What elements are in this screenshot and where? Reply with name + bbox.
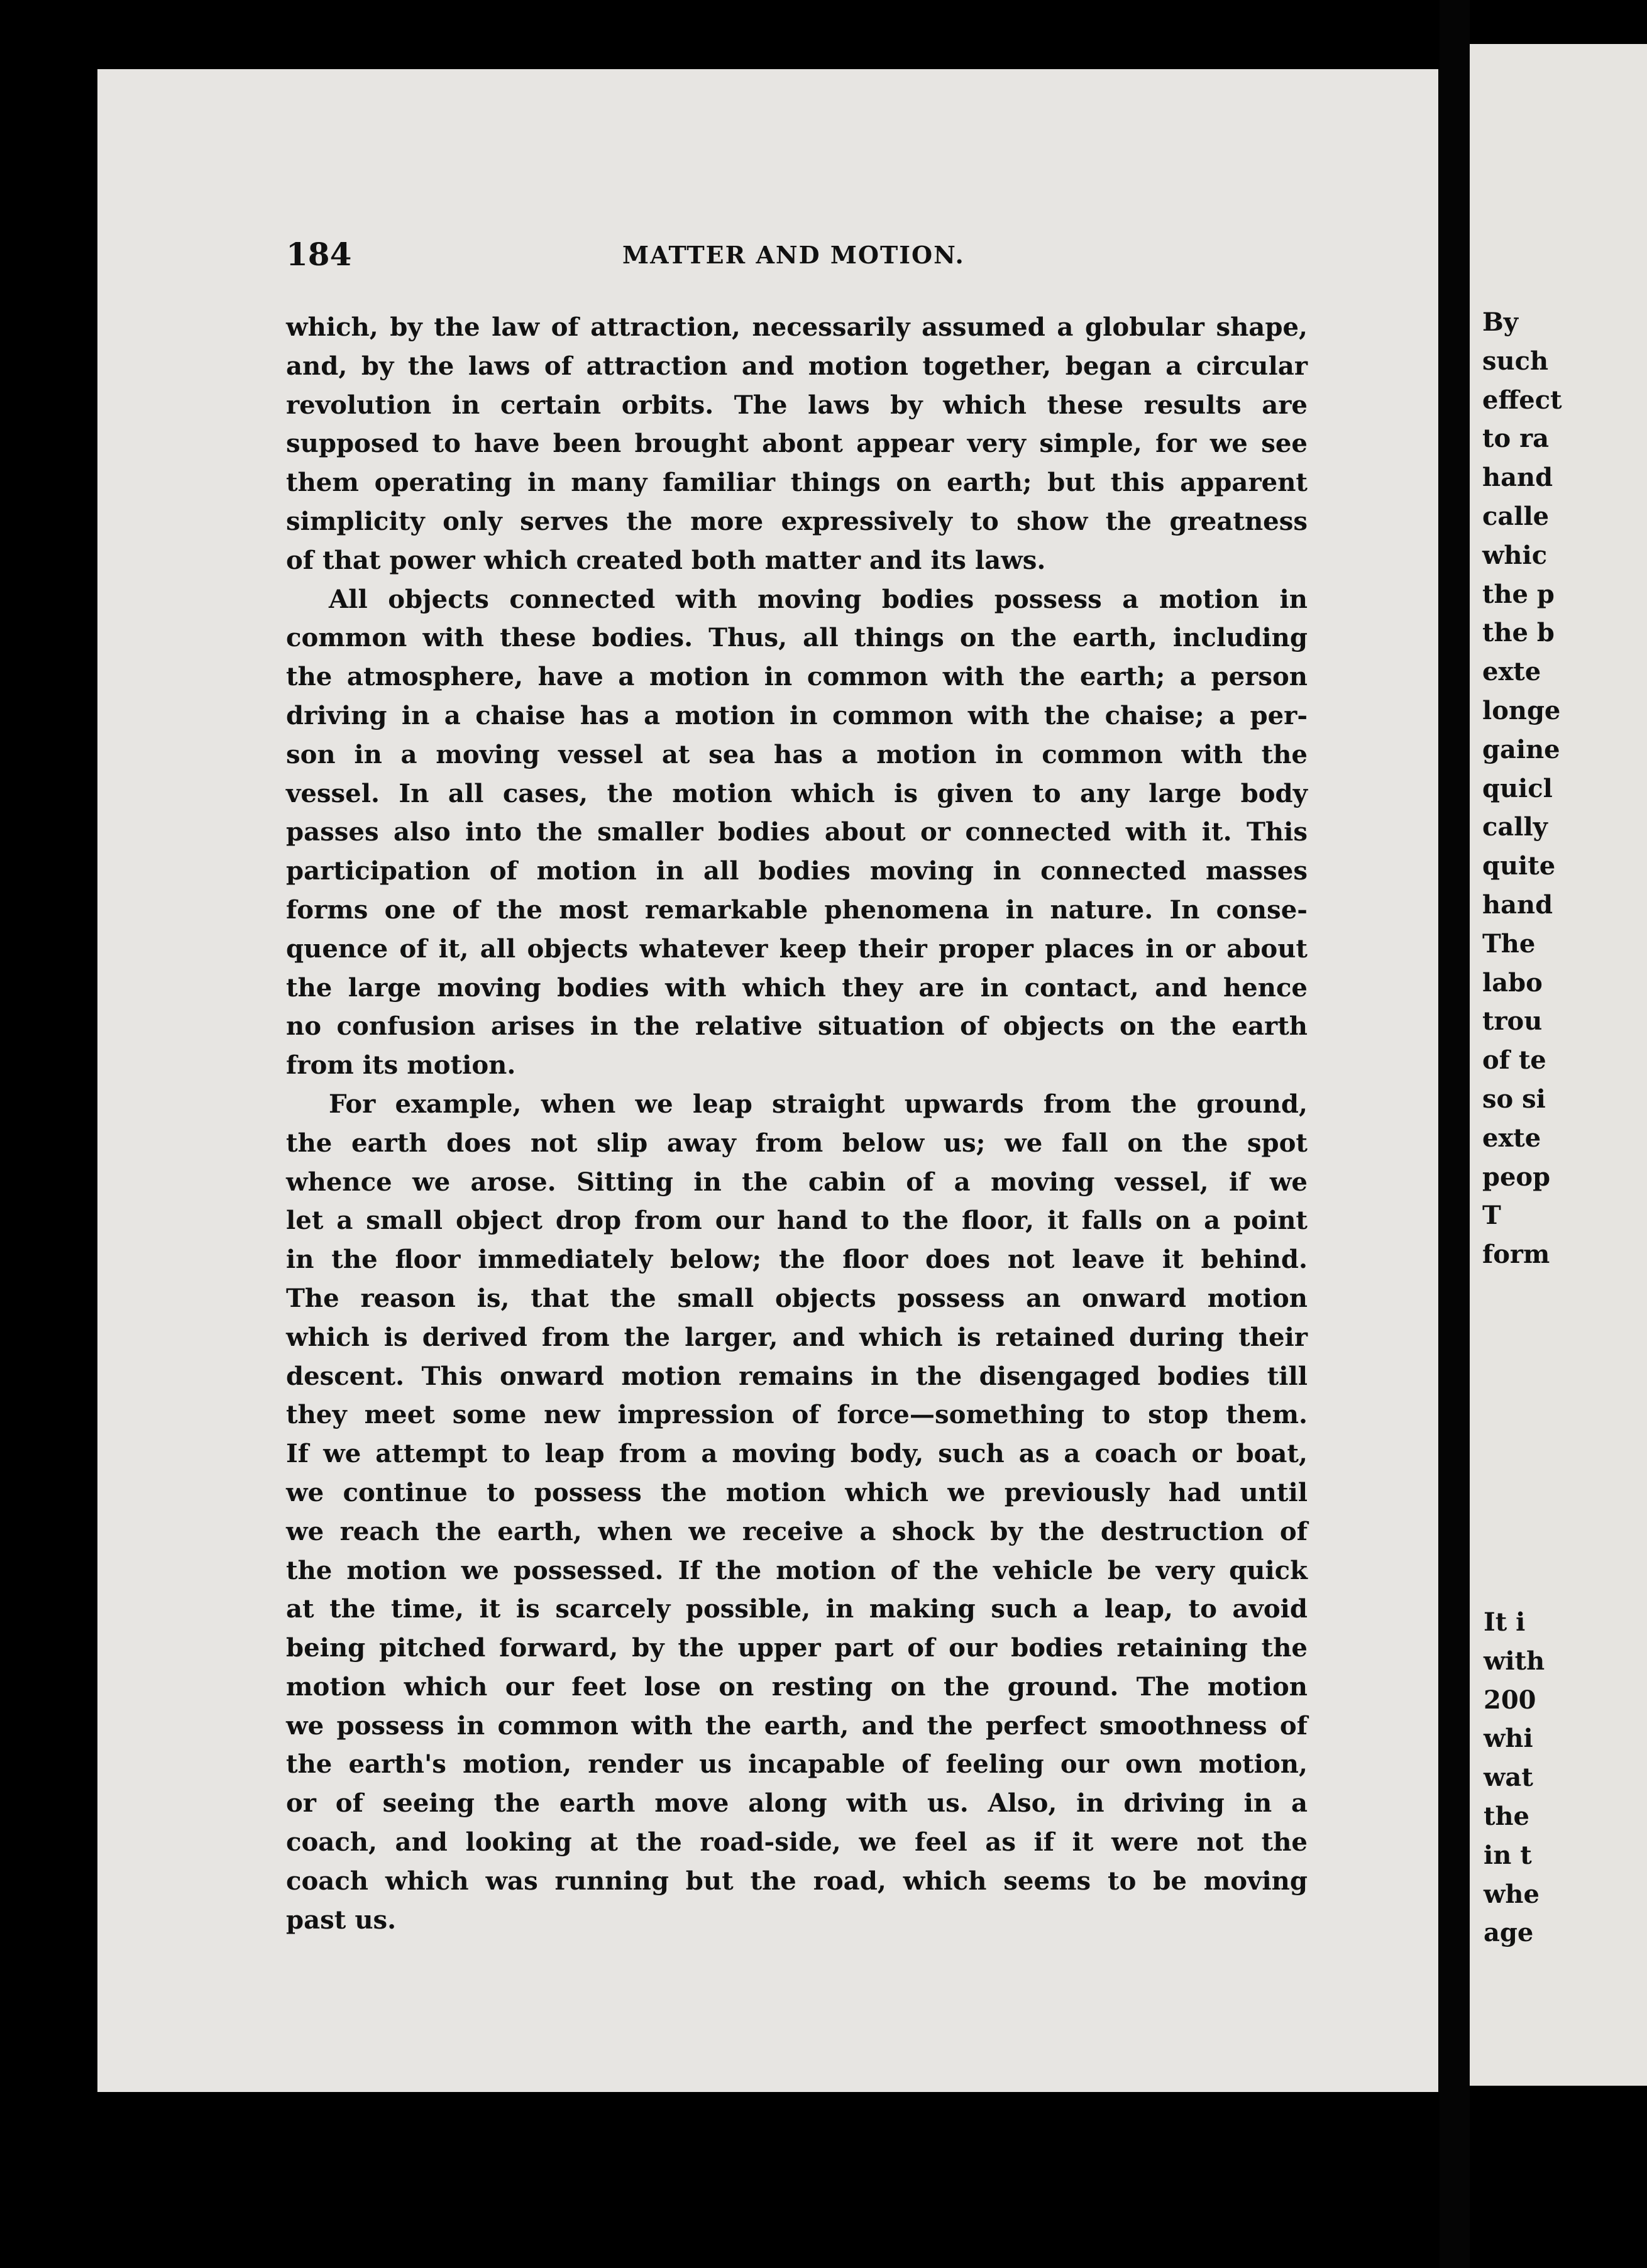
text-line: common with these bodies. Thus, all things on the earth, including: [286, 623, 1308, 653]
text-line: to ra: [1482, 424, 1550, 454]
book-gutter: [1440, 0, 1470, 2268]
text-line: calle: [1482, 501, 1550, 531]
text-line: exte: [1482, 657, 1541, 687]
text-line: motion which our feet lose on resting on the ground. The motion: [286, 1671, 1308, 1702]
text-line: quite: [1482, 851, 1556, 881]
text-line: longe: [1482, 695, 1561, 725]
text-line: we continue to possess the motion which we previously had until: [286, 1477, 1308, 1507]
text-line: the atmosphere, have a motion in common with the earth; a person: [286, 662, 1308, 692]
text-line: revolution in certain orbits. The laws by which these results are: [286, 390, 1308, 420]
text-line: form: [1482, 1240, 1550, 1270]
text-line: driving in a chaise has a motion in common with the chaise; a per-: [286, 700, 1308, 730]
running-head: MATTER AND MOTION.: [622, 241, 965, 269]
text-line: gaine: [1482, 734, 1560, 764]
text-line: For example, when we leap straight upwards from the ground,: [329, 1089, 1308, 1119]
text-line: and, by the laws of attraction and motion together, began a circular: [286, 351, 1308, 381]
text-line: we possess in common with the earth, and the perfect smoothness of: [286, 1710, 1308, 1741]
text-line: passes also into the smaller bodies about or connected with it. This: [286, 817, 1308, 847]
text-line: quence of it, all objects whatever keep their proper places in or about: [286, 933, 1308, 964]
text-line: 200: [1484, 1685, 1536, 1715]
text-line: T: [1482, 1201, 1501, 1231]
text-line: exte: [1482, 1123, 1541, 1153]
text-line: the large moving bodies with which they are in contact, and hence: [286, 972, 1308, 1003]
text-line: labo: [1482, 967, 1543, 998]
text-line: forms one of the most remarkable phenomena in nature. In conse-: [286, 895, 1308, 925]
text-line: participation of motion in all bodies moving in connected masses: [286, 856, 1308, 886]
text-line: hand: [1482, 463, 1553, 493]
text-line: let a small object drop from our hand to the floor, it falls on a point: [286, 1206, 1308, 1236]
text-line: quicl: [1482, 773, 1553, 803]
text-line: vessel. In all cases, the motion which is given to any large body: [286, 778, 1308, 808]
text-line: the p: [1482, 579, 1555, 609]
text-line: peop: [1482, 1162, 1551, 1192]
text-line: It i: [1484, 1607, 1526, 1637]
text-line: effect: [1482, 385, 1562, 415]
text-line: of that power which created both matter and its laws.: [286, 545, 1046, 575]
text-line: age: [1484, 1918, 1534, 1948]
text-line: By: [1482, 307, 1519, 337]
text-line: whence we arose. Sitting in the cabin of a moving vessel, if we: [286, 1167, 1308, 1197]
text-line: them operating in many familiar things on earth; but this apparent: [286, 468, 1308, 498]
page-number: 184: [286, 236, 352, 273]
text-line: or of seeing the earth move along with us. Also, in driving in a: [286, 1788, 1308, 1819]
text-line: the earth's motion, render us incapable of feeling our own motion,: [286, 1749, 1308, 1780]
text-line: whe: [1484, 1879, 1540, 1909]
text-line: If we attempt to leap from a moving body, such as a coach or boat,: [286, 1439, 1308, 1469]
text-line: the motion we possessed. If the motion of the vehicle be very quick: [286, 1555, 1308, 1585]
text-line: simplicity only serves the more expressively to show the greatness: [286, 506, 1308, 536]
text-line: so si: [1482, 1084, 1546, 1114]
text-line: All objects connected with moving bodies possess a motion in: [329, 584, 1308, 614]
text-line: with: [1484, 1646, 1545, 1676]
text-line: we reach the earth, when we receive a shock by the destruction of: [286, 1516, 1308, 1546]
text-line: whic: [1482, 540, 1548, 570]
page-header: [286, 236, 1308, 286]
text-line: trou: [1482, 1006, 1543, 1037]
text-line: the b: [1482, 618, 1555, 648]
text-line: at the time, it is scarcely possible, in making such a leap, to avoid: [286, 1594, 1308, 1624]
right-page-text: [1482, 303, 1646, 1274]
right-page-text-lower: [1484, 1603, 1647, 1952]
text-line: the: [1484, 1801, 1530, 1831]
text-line: supposed to have been brought abont appear very simple, for we see: [286, 429, 1308, 459]
text-line: coach, and looking at the road-side, we feel as if it were not the: [286, 1827, 1308, 1858]
text-line: past us.: [286, 1905, 397, 1935]
body-text: [286, 308, 1308, 1980]
text-line: such: [1482, 346, 1549, 376]
text-line: of te: [1482, 1045, 1546, 1076]
text-line: son in a moving vessel at sea has a motion in common with the: [286, 739, 1308, 769]
text-line: in t: [1484, 1840, 1532, 1870]
text-line: being pitched forward, by the upper part of our bodies retaining the: [286, 1633, 1308, 1663]
text-line: no confusion arises in the relative situation of objects on the earth: [286, 1011, 1308, 1042]
text-line: cally: [1482, 812, 1548, 842]
text-line: from its motion.: [286, 1050, 516, 1081]
text-line: they meet some new impression of force—something to stop them.: [286, 1400, 1308, 1430]
text-line: which, by the law of attraction, necessarily assumed a globular shape,: [286, 312, 1308, 342]
text-line: wat: [1484, 1763, 1533, 1793]
text-line: hand: [1482, 889, 1553, 920]
text-line: coach which was running but the road, which seems to be moving: [286, 1866, 1308, 1896]
text-line: The: [1482, 928, 1536, 959]
text-line: whi: [1484, 1724, 1533, 1754]
text-line: The reason is, that the small objects possess an onward motion: [286, 1283, 1308, 1313]
text-line: descent. This onward motion remains in the disengaged bodies till: [286, 1361, 1308, 1391]
text-line: the earth does not slip away from below us; we fall on the spot: [286, 1128, 1308, 1158]
text-line: in the floor immediately below; the floor does not leave it behind.: [286, 1245, 1308, 1275]
text-line: which is derived from the larger, and which is retained during their: [286, 1322, 1308, 1352]
